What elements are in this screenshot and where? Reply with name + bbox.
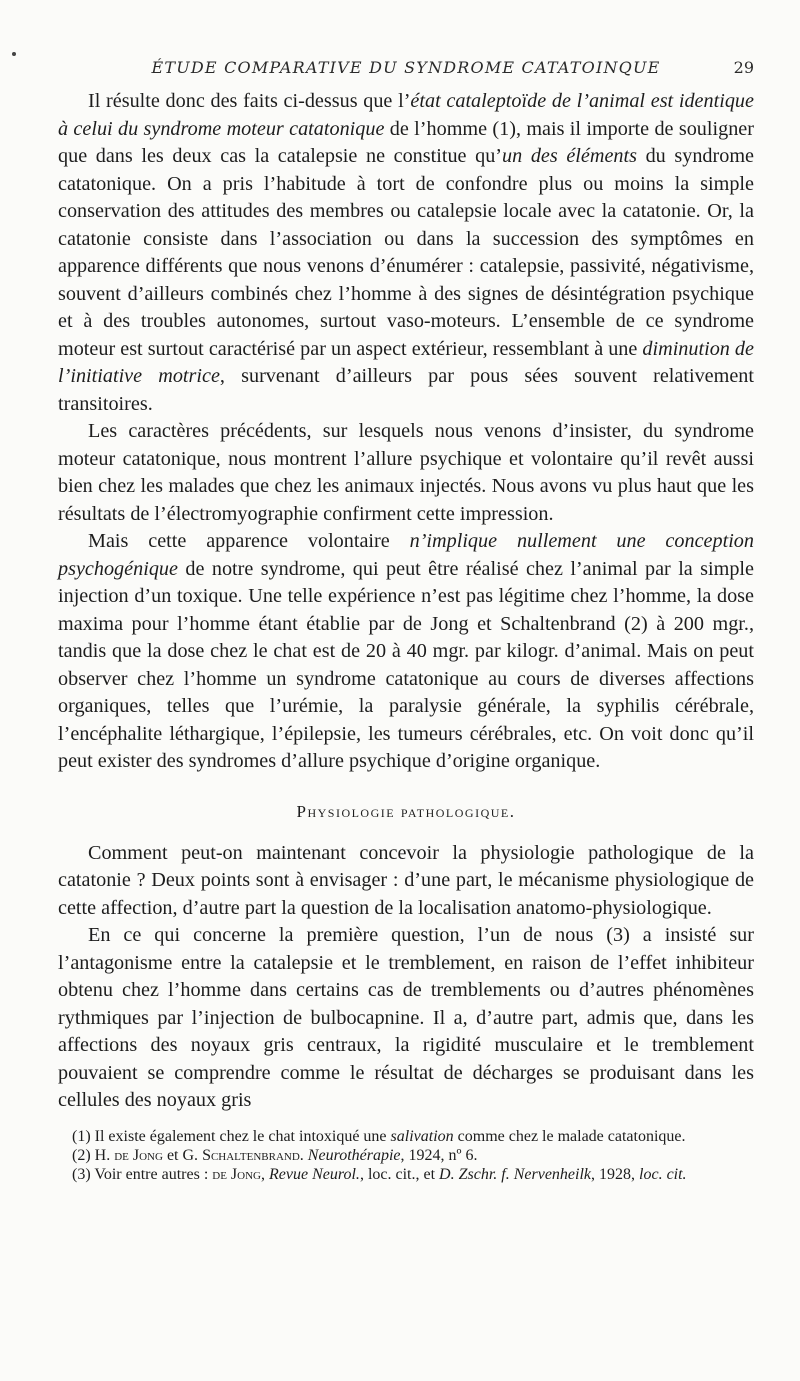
page-number: 29 <box>733 58 754 77</box>
text-run: Il résulte donc des faits ci-dessus que l’ <box>88 90 411 112</box>
text-run: Mais cette apparence volontaire <box>88 530 410 552</box>
footnotes <box>58 1127 754 1184</box>
footnote-1 <box>58 1127 754 1146</box>
body-text <box>58 88 754 776</box>
paragraph-1 <box>58 88 754 418</box>
section-title: Physiologie pathologique. <box>296 801 516 821</box>
text-run: de notre syndrome, qui peut être réalisé chez l’animal par la simple injection d’un toxique. Une telle expérience n’est pas légitime chez l’homme, la dose maxima pour l’homme étant établie par de Jong et Schaltenbrand (2) à 200 mgr., tandis que la dose chez le chat est de 20 à 40 mgr. par kilogr. d’animal. Mais on peut observer chez l’homme un syndrome catatonique au cours de diverses affections organiques, telles que l’urémie, la paralysie générale, la syphilis cérébrale, l’encéphalite léthargique, l’épilepsie, les tumeurs cérébrales, etc. On voit donc qu’il peut exister des syndromes d’allure psychique d’origine organique. <box>58 557 754 772</box>
smallcaps-run: Schaltenbrand <box>202 1146 300 1164</box>
margin-dot <box>12 52 16 56</box>
text-run: En ce qui concerne la première question, l’un de nous (3) a insisté sur l’antagonisme entre la catalepsie et le tremblement, en raison de l’effet inhibiteur obtenu chez l’homme dans certains cas de tremblements ou d’autres phénomènes rythmiques par l’injection de bulbocapnine. Il a, d’autre part, admis que, dans les affections des noyaux gris centraux, la rigidité musculaire et le tremblement pouvaient se comprendre comme le résultat de décharges se produisant dans les cellules des noyaux gris <box>58 924 754 1111</box>
text-run: , 1928, <box>591 1165 640 1183</box>
text-run: , 1924, nº 6. <box>400 1146 478 1164</box>
text-run: du syndrome catatonique. On a pris l’habitude à tort de confondre plus ou moins la simple conservation des attitudes des membres ou catalepsie locale avec la catatonie. Or, la catatonie consiste dans l’association ou dans la succession des symptômes en apparence différents que nous venons d’énumérer : catalepsie, passivité, négativisme, souvent d’ailleurs combinés chez l’homme à des signes de désintégration psychique et à des troubles autonomes, surtout vaso-moteurs. L’ensemble de ce syndrome moteur est surtout caractérisé par un aspect extérieur, ressemblant à une <box>58 145 754 360</box>
footnote-3 <box>58 1165 754 1184</box>
text-run: . <box>299 1146 308 1164</box>
text-run: (2) H. <box>72 1146 115 1164</box>
italic-run: diminution de l’initiative motrice <box>58 337 754 387</box>
text-run: de l’homme (1), mais il importe de souligner que dans les deux cas la catalepsie ne constitue qu’ <box>58 117 754 167</box>
italic-run: Neurothérapie <box>307 1146 401 1164</box>
smallcaps-run: de Jong <box>212 1165 261 1183</box>
paragraph-4 <box>58 840 754 923</box>
text-run: , survenant d’ailleurs par pous sées souvent relativement transitoires. <box>58 365 754 415</box>
text-run: , <box>261 1165 269 1183</box>
italic-run: D. Zschr. f. Nervenheilk <box>439 1165 592 1183</box>
text-run: comme chez le malade catatonique. <box>453 1127 686 1145</box>
italic-run: n’implique nullement une conception psychogénique <box>58 530 754 580</box>
text-run: Les caractères précédents, sur lesquels nous venons d’insister, du syndrome moteur catatonique, nous montrent l’allure psychique et volontaire qu’il revêt aussi bien chez les malades que chez les animaux injectés. Nous avons vu plus haut que les résultats de l’électromyographie confirment cette impression. <box>58 420 754 525</box>
italic-run: salivation <box>390 1127 454 1145</box>
text-run: et G. <box>162 1146 203 1164</box>
text-run: Comment peut-on maintenant concevoir la physiologie pathologique de la catatonie ? Deux points sont à envisager : d’une part, le mécanisme physiologique de cette affection, d’autre part la question de la localisation anatomo-physiologique. <box>58 841 754 919</box>
italic-run: Revue Neurol. <box>269 1165 360 1183</box>
text-run: (1) Il existe également chez le chat intoxiqué une <box>72 1127 391 1145</box>
footnote-2 <box>58 1146 754 1165</box>
text-run: , loc. cit., et <box>359 1165 440 1183</box>
text-run: (3) Voir entre autres : <box>72 1165 213 1183</box>
body-text-2 <box>58 840 754 1115</box>
running-head <box>58 58 754 88</box>
paragraph-2 <box>58 418 754 528</box>
italic-run: état cataleptoïde de l’animal est identique à celui du syndrome moteur catatonique <box>58 90 754 140</box>
italic-run: un des éléments <box>502 145 637 167</box>
paragraph-3 <box>58 528 754 776</box>
smallcaps-run: de Jong <box>114 1146 163 1164</box>
italic-run: loc. cit. <box>639 1165 687 1183</box>
paragraph-5 <box>58 922 754 1115</box>
running-title: ÉTUDE COMPARATIVE DU SYNDROME CATATOINQUE <box>151 58 661 77</box>
